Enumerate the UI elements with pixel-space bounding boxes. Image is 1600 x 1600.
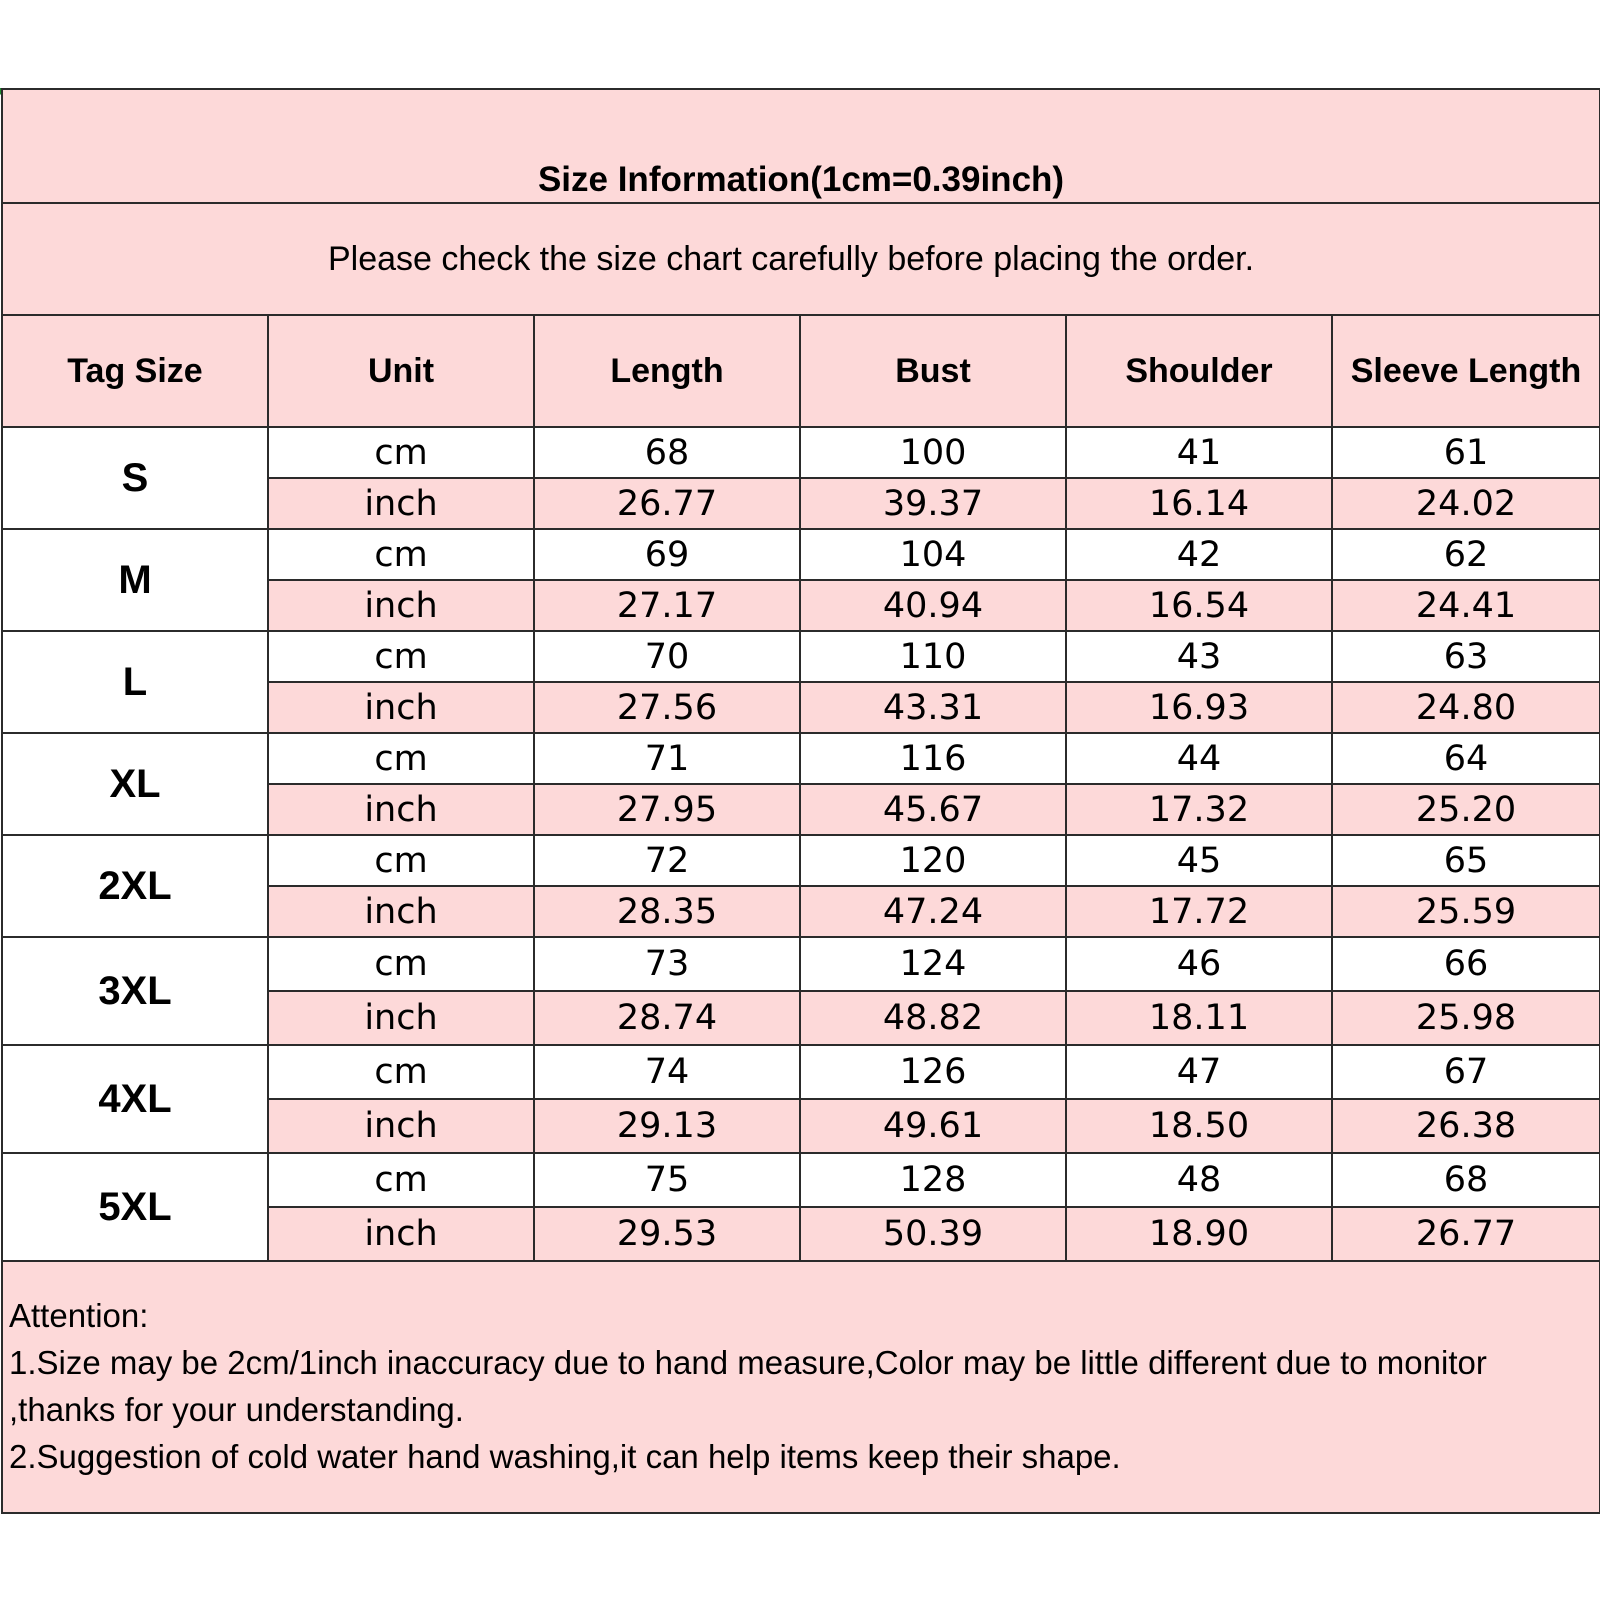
sleeve-length-inch-cell: 25.20 [1332,784,1600,835]
title-row [2,89,1600,203]
length-inch-cell: 27.56 [534,682,800,733]
attention-notes [2,1261,1600,1513]
bust-inch-cell: 48.82 [800,991,1066,1045]
bust-cm-cell: 128 [800,1153,1066,1207]
notice-row [2,203,1600,315]
tag-size-cell: M [2,529,268,631]
unit-cell: inch [268,682,534,733]
length-cm-cell: 72 [534,835,800,886]
length-cm-cell: 75 [534,1153,800,1207]
bust-cm-cell: 116 [800,733,1066,784]
bust-inch-cell: 49.61 [800,1099,1066,1153]
header-row [2,315,1600,427]
sleeve-length-cm-cell: 66 [1332,937,1600,991]
sleeve-length-cm-cell: 67 [1332,1045,1600,1099]
size-5xl-cm-row [2,1153,1600,1207]
unit-cell: inch [268,886,534,937]
bust-inch-cell: 45.67 [800,784,1066,835]
length-cm-cell: 71 [534,733,800,784]
length-inch-cell: 27.17 [534,580,800,631]
tag-size-cell: S [2,427,268,529]
order-notice: Please check the size chart carefully before placing the order. [2,203,1600,315]
shoulder-cm-cell: 48 [1066,1153,1332,1207]
shoulder-cm-cell: 47 [1066,1045,1332,1099]
shoulder-cm-cell: 44 [1066,733,1332,784]
unit-cell: cm [268,835,534,886]
unit-cell: inch [268,991,534,1045]
size-l-cm-row [2,631,1600,682]
tag-size-cell: 5XL [2,1153,268,1261]
size-chart-title: Size Information(1cm=0.39inch) [2,89,1600,203]
size-xl-cm-row [2,733,1600,784]
sleeve-length-inch-cell: 26.38 [1332,1099,1600,1153]
length-cm-cell: 68 [534,427,800,478]
length-cm-cell: 70 [534,631,800,682]
bust-cm-cell: 126 [800,1045,1066,1099]
size-3xl-cm-row [2,937,1600,991]
bust-inch-cell: 43.31 [800,682,1066,733]
attention-note-1: 1.Size may be 2cm/1inch inaccuracy due to hand measure,Color may be little different due to monitor ,thanks for your understanding. [9,1344,1487,1428]
header-shoulder: Shoulder [1066,315,1332,427]
shoulder-cm-cell: 42 [1066,529,1332,580]
shoulder-inch-cell: 17.32 [1066,784,1332,835]
sleeve-length-cm-cell: 63 [1332,631,1600,682]
header-length: Length [534,315,800,427]
bust-inch-cell: 47.24 [800,886,1066,937]
bust-cm-cell: 104 [800,529,1066,580]
unit-cell: inch [268,1207,534,1261]
shoulder-cm-cell: 43 [1066,631,1332,682]
header-bust: Bust [800,315,1066,427]
sleeve-length-inch-cell: 25.59 [1332,886,1600,937]
shoulder-cm-cell: 41 [1066,427,1332,478]
header-sleeve-length: Sleeve Length [1332,315,1600,427]
tag-size-cell: 3XL [2,937,268,1045]
unit-cell: cm [268,529,534,580]
sleeve-length-inch-cell: 24.80 [1332,682,1600,733]
shoulder-inch-cell: 18.50 [1066,1099,1332,1153]
sleeve-length-inch-cell: 25.98 [1332,991,1600,1045]
bust-cm-cell: 110 [800,631,1066,682]
shoulder-inch-cell: 16.54 [1066,580,1332,631]
attention-heading: Attention: [9,1297,149,1334]
length-inch-cell: 28.35 [534,886,800,937]
sleeve-length-cm-cell: 61 [1332,427,1600,478]
tag-size-cell: 4XL [2,1045,268,1153]
shoulder-inch-cell: 16.14 [1066,478,1332,529]
attention-note-2: 2.Suggestion of cold water hand washing,it can help items keep their shape. [9,1438,1121,1475]
unit-cell: cm [268,1045,534,1099]
sleeve-length-cm-cell: 62 [1332,529,1600,580]
bust-inch-cell: 39.37 [800,478,1066,529]
sleeve-length-cm-cell: 68 [1332,1153,1600,1207]
shoulder-inch-cell: 18.11 [1066,991,1332,1045]
size-m-cm-row [2,529,1600,580]
header-tag-size: Tag Size [2,315,268,427]
sleeve-length-inch-cell: 24.02 [1332,478,1600,529]
size-s-cm-row [2,427,1600,478]
shoulder-inch-cell: 17.72 [1066,886,1332,937]
bust-cm-cell: 124 [800,937,1066,991]
sleeve-length-inch-cell: 26.77 [1332,1207,1600,1261]
unit-cell: inch [268,580,534,631]
length-inch-cell: 29.53 [534,1207,800,1261]
shoulder-inch-cell: 18.90 [1066,1207,1332,1261]
unit-cell: inch [268,478,534,529]
unit-cell: inch [268,1099,534,1153]
size-4xl-cm-row [2,1045,1600,1099]
length-inch-cell: 28.74 [534,991,800,1045]
length-cm-cell: 73 [534,937,800,991]
unit-cell: cm [268,1153,534,1207]
unit-cell: cm [268,937,534,991]
sleeve-length-inch-cell: 24.41 [1332,580,1600,631]
bust-cm-cell: 120 [800,835,1066,886]
bust-inch-cell: 50.39 [800,1207,1066,1261]
tag-size-cell: L [2,631,268,733]
unit-cell: cm [268,631,534,682]
shoulder-cm-cell: 46 [1066,937,1332,991]
unit-cell: cm [268,427,534,478]
attention-row [2,1261,1600,1513]
sleeve-length-cm-cell: 65 [1332,835,1600,886]
unit-cell: cm [268,733,534,784]
length-inch-cell: 26.77 [534,478,800,529]
bust-inch-cell: 40.94 [800,580,1066,631]
tag-size-cell: XL [2,733,268,835]
header-unit: Unit [268,315,534,427]
length-inch-cell: 27.95 [534,784,800,835]
size-2xl-cm-row [2,835,1600,886]
length-cm-cell: 74 [534,1045,800,1099]
length-inch-cell: 29.13 [534,1099,800,1153]
sleeve-length-cm-cell: 64 [1332,733,1600,784]
unit-cell: inch [268,784,534,835]
bust-cm-cell: 100 [800,427,1066,478]
size-chart-table [1,88,1600,1514]
length-cm-cell: 69 [534,529,800,580]
shoulder-cm-cell: 45 [1066,835,1332,886]
tag-size-cell: 2XL [2,835,268,937]
shoulder-inch-cell: 16.93 [1066,682,1332,733]
